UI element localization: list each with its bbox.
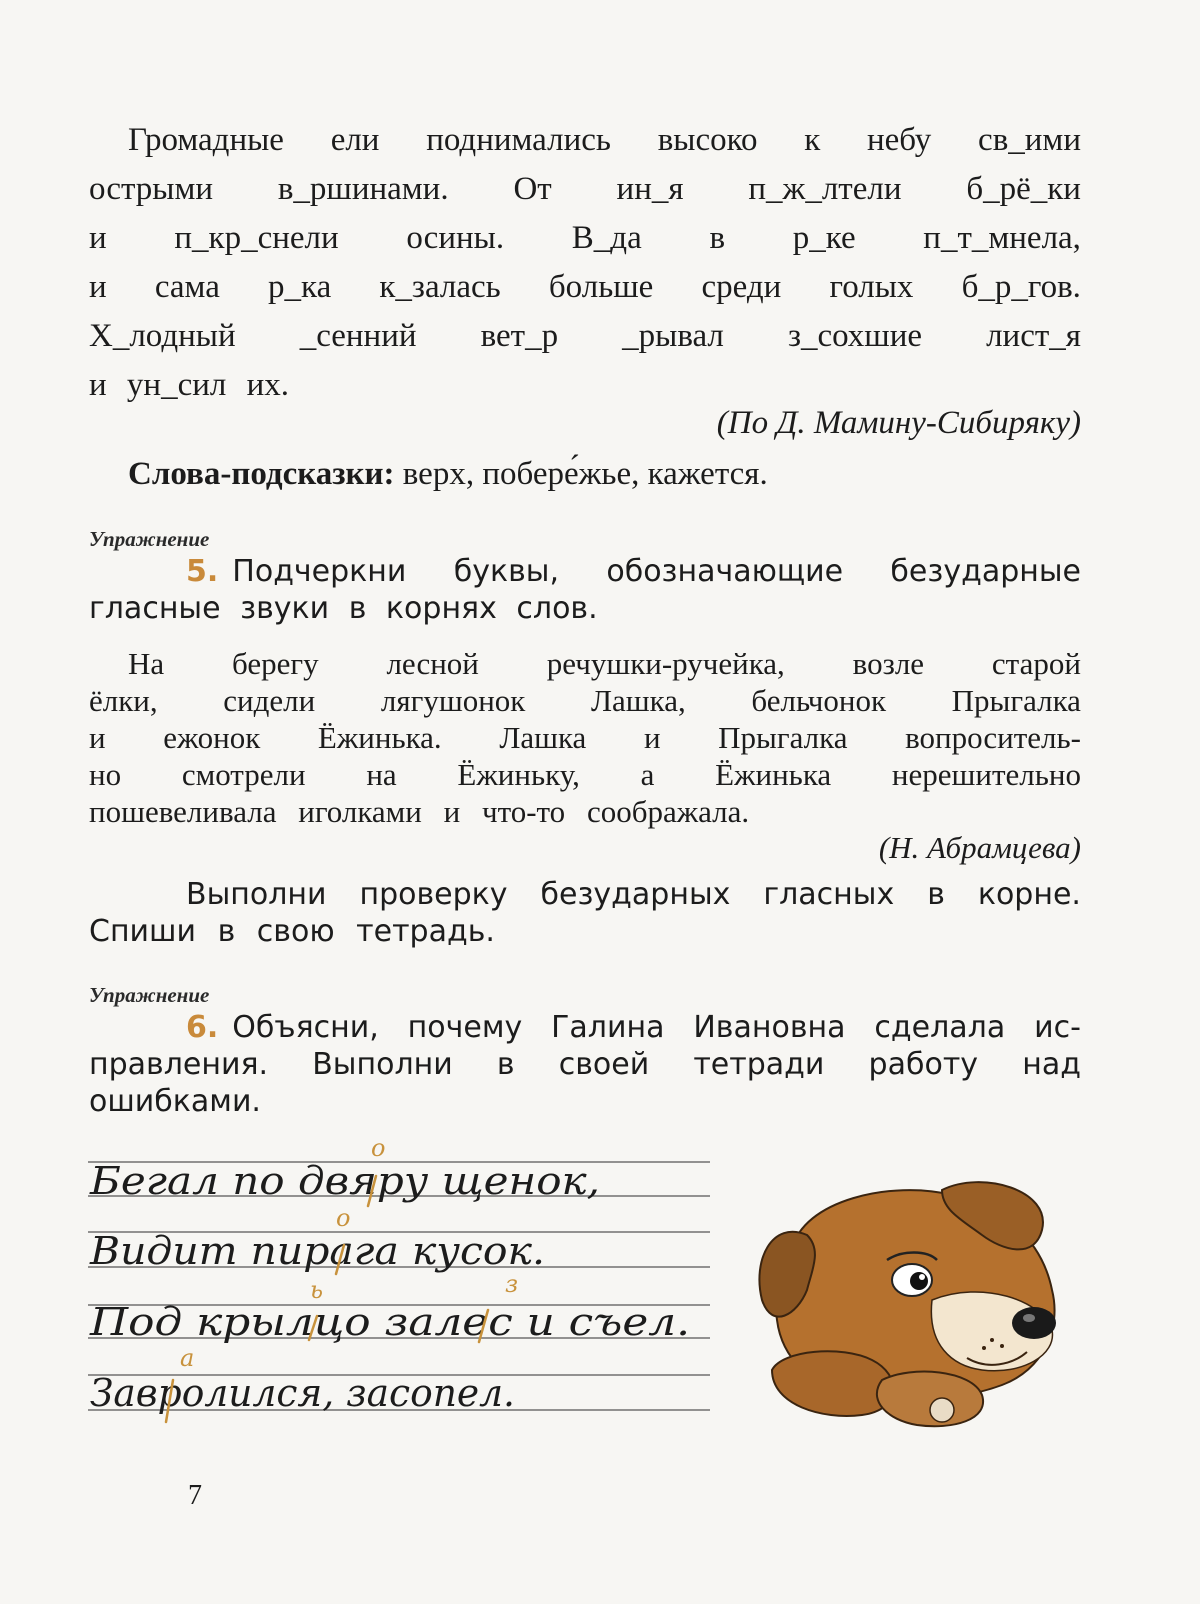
exercise5-text-line <box>89 720 1081 756</box>
dog-nose-highlight <box>1023 1314 1035 1322</box>
hints-words: верх, побере́жье, кажется. <box>402 456 768 492</box>
word: больше <box>548 269 654 305</box>
correction-letter: о <box>371 1140 386 1162</box>
word: п_кр_снели <box>174 220 339 256</box>
word: к_залась <box>379 269 501 305</box>
word: вет_р <box>480 318 559 354</box>
dog-nose <box>1012 1307 1056 1339</box>
word: п_т_мнела, <box>923 220 1081 256</box>
word: голых <box>829 269 914 305</box>
word: Ёжинька <box>715 757 832 792</box>
word: среди <box>701 269 782 305</box>
word: смотрели <box>181 757 306 792</box>
word: в <box>217 914 236 949</box>
word: что-то <box>481 794 566 829</box>
text1-line <box>89 220 1081 257</box>
word: небу <box>866 122 932 158</box>
text1-line <box>89 171 1081 208</box>
word: гласные <box>89 591 221 626</box>
word: Прыгалка <box>718 720 848 755</box>
word: ошибками. <box>89 1084 261 1119</box>
word: тетрадь. <box>356 914 495 949</box>
word: ёлки, <box>89 683 158 718</box>
hints-label: Слова-подсказки: <box>128 456 395 492</box>
exercise5-followup-line2 <box>89 914 1081 949</box>
word: и <box>643 720 661 755</box>
hints-line <box>128 456 1120 493</box>
exercise6-number: 6. <box>186 1010 219 1045</box>
word: но <box>89 757 122 792</box>
word: нерешительно <box>891 757 1081 792</box>
word: в_ршинами. <box>277 171 449 207</box>
word: сделала <box>874 1010 1006 1045</box>
word: Лашка <box>499 720 587 755</box>
word: иголками <box>298 794 422 829</box>
word: От <box>513 171 552 207</box>
handwriting-block <box>88 1140 728 1440</box>
word: Спиши <box>89 914 197 949</box>
word: Ёжиньку, <box>457 757 580 792</box>
word: р_ка <box>268 269 332 305</box>
word: Прыгалка <box>951 683 1081 718</box>
dog-pupil <box>910 1272 928 1290</box>
dog-paw-left <box>772 1351 893 1416</box>
word: лягушонок <box>380 683 526 718</box>
word: Лашка, <box>590 683 686 718</box>
word: р_ке <box>792 220 856 256</box>
word: возле <box>852 646 925 681</box>
word: ин_я <box>616 171 684 207</box>
word: правления. <box>89 1047 269 1082</box>
word: а <box>640 757 655 792</box>
correction-letter: о <box>336 1204 351 1232</box>
exercise5-text-line <box>89 794 1081 830</box>
word: Подчеркни <box>232 554 407 589</box>
word: поднимались <box>426 122 611 158</box>
text1-line <box>89 318 1081 355</box>
word: и <box>89 269 107 305</box>
word: б_р_гов. <box>961 269 1081 305</box>
word: проверку <box>359 877 508 912</box>
word: сидели <box>223 683 316 718</box>
handwriting-line: Под крылцо залес и съел. <box>88 1300 690 1344</box>
word: _сенний <box>299 318 417 354</box>
word: пошевеливала <box>89 794 277 829</box>
word: и <box>443 794 461 829</box>
word: лесной <box>386 646 479 681</box>
exercise5-task-words <box>232 554 1081 589</box>
word: соображала. <box>586 794 750 829</box>
exercise6-task-line2 <box>89 1047 1081 1082</box>
word: к <box>804 122 821 158</box>
exercise5-task-line2 <box>89 591 1081 626</box>
word: Ивановна <box>693 1010 846 1045</box>
word: почему <box>407 1010 523 1045</box>
exercise6-task-words <box>232 1010 1081 1045</box>
word: обозначающие <box>606 554 844 589</box>
text1-line <box>89 269 1081 306</box>
correction-letter: а <box>180 1344 195 1372</box>
word: п_ж_лтели <box>748 171 902 207</box>
exercise6-task-line3 <box>89 1084 1081 1119</box>
word: корнях <box>385 591 497 626</box>
word: Х_лодный <box>89 318 236 354</box>
word: безударных <box>540 877 731 912</box>
word: и <box>89 220 107 256</box>
correction-letter: з <box>505 1270 519 1298</box>
word: тетради <box>693 1047 825 1082</box>
word: корне. <box>977 877 1081 912</box>
word: ис- <box>1034 1010 1081 1045</box>
word: над <box>1022 1047 1081 1082</box>
word: своей <box>558 1047 650 1082</box>
handwriting-line: Бегал по двяру щенок, <box>88 1159 600 1203</box>
exercise5-text-line <box>128 646 1081 682</box>
handwriting-line: Завролился, засопел. <box>90 1371 515 1415</box>
word: речушки-ручейка, <box>546 646 785 681</box>
exercise5-text-line <box>89 683 1081 719</box>
text1-line <box>128 122 1081 159</box>
word: Выполни <box>312 1047 453 1082</box>
word: вопроситель- <box>905 720 1081 755</box>
exercise5-label: Упражнение <box>89 527 210 551</box>
word: б_рё_ки <box>966 171 1081 207</box>
word: работу <box>868 1047 979 1082</box>
puppy-illustration <box>752 1180 1082 1430</box>
correction-letter: ь <box>310 1276 324 1304</box>
word: звуки <box>240 591 330 626</box>
exercise5-followup-line1 <box>186 877 1081 912</box>
exercise5-attribution: (Н. Абрамцева) <box>878 830 1081 865</box>
word: В_да <box>571 220 642 256</box>
handwriting-line: Видит пирага кусок. <box>88 1229 546 1273</box>
word: бельчонок <box>751 683 887 718</box>
word: ежонок <box>163 720 261 755</box>
word: сама <box>154 269 220 305</box>
word: св_ими <box>978 122 1081 158</box>
word: слов. <box>516 591 598 626</box>
word: высоко <box>657 122 758 158</box>
exercise5-task-line1 <box>186 554 1081 589</box>
word: з_сохшие <box>787 318 923 354</box>
text1-line <box>89 367 1081 404</box>
word: Галина <box>551 1010 665 1045</box>
word: _рывал <box>622 318 724 354</box>
dog-paw-pad <box>930 1398 954 1422</box>
exercise6-task-line1 <box>186 1010 1081 1045</box>
word: на <box>366 757 397 792</box>
word: в <box>927 877 945 912</box>
word: ели <box>330 122 380 158</box>
word: безударные <box>890 554 1081 589</box>
word: свою <box>256 914 335 949</box>
exercise5-text-line <box>89 757 1081 793</box>
word: осины. <box>406 220 505 256</box>
word: буквы, <box>453 554 560 589</box>
word: их. <box>246 367 290 403</box>
exercise6-label: Упражнение <box>89 983 210 1007</box>
word: Объясни, <box>232 1010 379 1045</box>
word: На <box>128 646 165 681</box>
word: берегу <box>232 646 319 681</box>
word: в <box>496 1047 515 1082</box>
word: лист_я <box>986 318 1081 354</box>
dog-eye-glint <box>919 1274 925 1280</box>
word: Громадные <box>128 122 284 158</box>
word: Ёжинька. <box>317 720 442 755</box>
exercise5-number: 5. <box>186 554 219 589</box>
word: и <box>89 720 106 755</box>
word: ун_сил <box>126 367 227 403</box>
dog-paw-right <box>877 1372 983 1427</box>
word: Выполни <box>186 877 327 912</box>
page-number: 7 <box>188 1480 202 1511</box>
word: в <box>709 220 726 256</box>
word: в <box>348 591 367 626</box>
word: и <box>89 367 107 403</box>
word: острыми <box>89 171 214 207</box>
word: старой <box>991 646 1081 681</box>
text1-attribution: (По Д. Мамину-Сибиряку) <box>716 405 1081 441</box>
word: гласных <box>763 877 895 912</box>
